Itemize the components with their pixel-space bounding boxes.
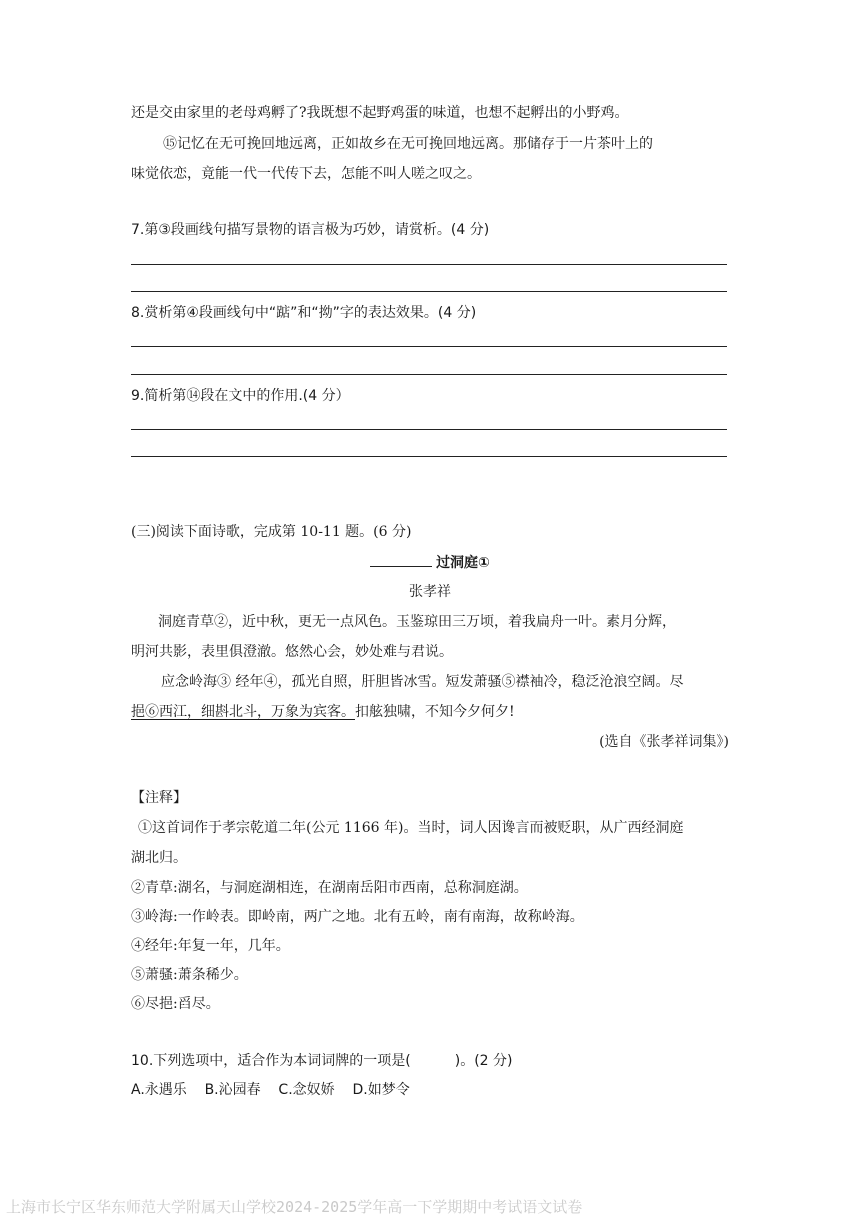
question-10-points: )。(2 分) (454, 1053, 513, 1069)
answer-line (131, 456, 727, 457)
poem-line: 明河共影，表里俱澄澈。悠然心会，妙处难与君说。 (131, 644, 453, 660)
answer-line (131, 374, 727, 375)
passage-line: 还是交由家里的老母鸡孵了?我既想不起野鸡蛋的味道，也想不起孵出的小野鸡。 (131, 105, 629, 121)
note-2: ②青草:湖名，与洞庭湖相连，在湖南岳阳市西南，总称洞庭湖。 (131, 880, 528, 896)
answer-line (131, 429, 727, 430)
poem-line (131, 702, 515, 722)
passage-paragraph-15-line: 味觉依恋，竟能一代一代传下去，怎能不叫人嗟之叹之。 (131, 166, 481, 182)
note-5: ⑤萧骚:萧条稀少。 (131, 967, 248, 983)
note-1: ①这首词作于孝宗乾道二年(公元 1166 年)。当时，词人因谗言而被贬职，从广西经洞庭 (138, 820, 684, 836)
question-7: 7.第③段画线句描写景物的语言极为巧妙，请赏析。(4 分) (131, 222, 490, 238)
answer-line (131, 346, 727, 347)
note-1-cont: 湖北归。 (131, 850, 187, 866)
question-10-stem: 10.下列选项中，适合作为本词词牌的一项是( (131, 1053, 411, 1069)
note-4: ④经年:年复一年，几年。 (131, 938, 290, 954)
question-10-options: A.永遇乐 B.沁园春 C.念奴娇 D.如梦令 (131, 1082, 410, 1098)
underlined-sentence: 挹⑥西江，细斟北斗，万象为宾客。 (131, 704, 355, 720)
question-8: 8.赏析第④段画线句中“踮”和“拗”字的表达效果。(4 分) (131, 305, 477, 321)
notes-heading: 【注释】 (131, 790, 187, 806)
passage-paragraph-15-line: ⑮记忆在无可挽回地远离，正如故乡在无可挽回地远离。那储存于一片茶叶上的 (163, 136, 653, 152)
poem-line: 应念岭海③ 经年④，孤光自照，肝胆皆冰雪。短发萧骚⑤襟袖冷，稳泛沧浪空阔。尽 (161, 674, 684, 690)
poem-line-rest: 扣舷独啸，不知今夕何夕! (355, 704, 515, 720)
question-9: 9.简析第⑭段在文中的作用.(4 分） (131, 388, 350, 404)
note-3: ③岭海:一作岭表。即岭南，两广之地。北有五岭，南有南海，故称岭海。 (131, 909, 584, 925)
poem-line: 洞庭青草②，近中秋，更无一点风色。玉鉴琼田三万顷，着我扁舟一叶。素月分辉， (158, 614, 676, 630)
answer-line (131, 264, 727, 265)
note-6: ⑥尽挹:舀尽。 (131, 996, 220, 1012)
question-10 (131, 1051, 512, 1071)
section-3-heading: (三)阅读下面诗歌，完成第 10-11 题。(6 分) (131, 524, 412, 540)
poem-source: (选自《张孝祥词集》) (599, 734, 729, 750)
poem-author: 张孝祥 (409, 584, 451, 600)
cipai-blank (370, 552, 432, 567)
footer-watermark: 上海市长宁区华东师范大学附属天山学校2024-2025学年高一下学期期中考试语文试卷 (6, 1198, 583, 1216)
poem-title: 过洞庭① (436, 555, 490, 571)
answer-line (131, 291, 727, 292)
poem-title-line (0, 552, 860, 573)
